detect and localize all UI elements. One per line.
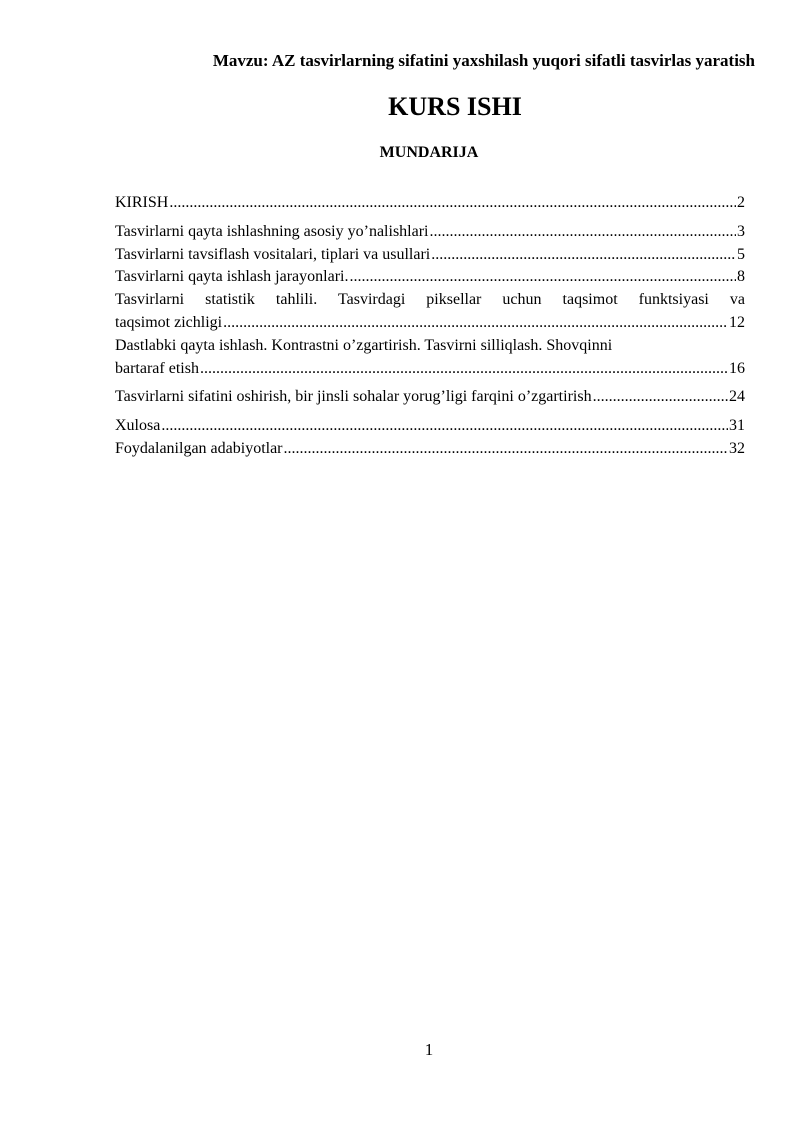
toc-leader-dots [200, 358, 728, 381]
toc-entry-page: 8 [737, 268, 745, 286]
toc-entry-title: KIRISH [115, 194, 169, 211]
toc-entry-page: 16 [729, 359, 745, 377]
table-of-contents-heading: MUNDARIJA [379, 144, 479, 161]
toc-entry-page: 3 [737, 222, 745, 240]
toc-entry-title-line1: Dastlabki qayta ishlash. Kontrastni o’zgartirish. Tasvirni silliqlash. Shovqinni [115, 336, 613, 354]
toc-entry-title: Tasvirlarni qayta ishlash jarayonlari. [115, 268, 349, 286]
toc-entry-page: 24 [729, 388, 745, 406]
toc-entry-kirish[interactable] [115, 192, 745, 215]
toc-entry-title: Xulosa [115, 417, 161, 435]
toc-entry-title-line1: Tasvirlarni statistik tahlili. Tasvirdagi piksellar uchun taqsimot funktsiyasi va [115, 291, 745, 309]
toc-entry-processing-stages[interactable] [115, 266, 745, 289]
toc-entry-title: Foydalanilgan adabiyotlar [115, 439, 283, 457]
toc-entry-page: 32 [729, 439, 745, 457]
toc-leader-dots [593, 386, 728, 409]
toc-entry-title: Tasvirlarni tavsiflash vositalari, tiplari va usullari [115, 245, 431, 263]
toc-entry-preprocessing[interactable] [115, 335, 745, 381]
toc-entry-page: 12 [729, 313, 745, 331]
toc-leader-dots [431, 244, 736, 267]
toc-leader-dots [349, 266, 736, 289]
document-title: KURS ISHI [388, 92, 522, 121]
toc-entry-references[interactable] [115, 438, 745, 461]
table-of-contents [115, 192, 745, 461]
toc-entry-title: Tasvirlarni qayta ishlashning asosiy yo’nalishlari [115, 222, 429, 240]
toc-entry-page: 31 [729, 417, 745, 435]
toc-entry-description-tools[interactable] [115, 244, 745, 267]
toc-entry-xulosa[interactable] [115, 415, 745, 438]
page-number: 1 [424, 1040, 434, 1059]
toc-entry-page: 2 [737, 194, 745, 211]
toc-entry-page: 5 [737, 245, 745, 263]
toc-leader-dots [429, 221, 736, 244]
toc-entry-title-line2: bartaraf etish [115, 359, 199, 377]
toc-entry-title: Tasvirlarni sifatini oshirish, bir jinsli sohalar yorug’ligi farqini o’zgartirish [115, 388, 592, 406]
toc-leader-dots [169, 192, 736, 215]
toc-leader-dots [284, 438, 728, 461]
toc-entry-main-directions[interactable] [115, 221, 745, 244]
document-topic: Mavzu: AZ tasvirlarning sifatini yaxshilash yuqori sifatli tasvirlas yaratish [212, 51, 755, 70]
toc-entry-quality-enhancement[interactable] [115, 386, 745, 409]
toc-leader-dots [223, 312, 728, 335]
toc-entry-statistical-analysis[interactable] [115, 289, 745, 335]
toc-entry-title-line2: taqsimot zichligi [115, 313, 223, 331]
toc-leader-dots [161, 415, 728, 438]
